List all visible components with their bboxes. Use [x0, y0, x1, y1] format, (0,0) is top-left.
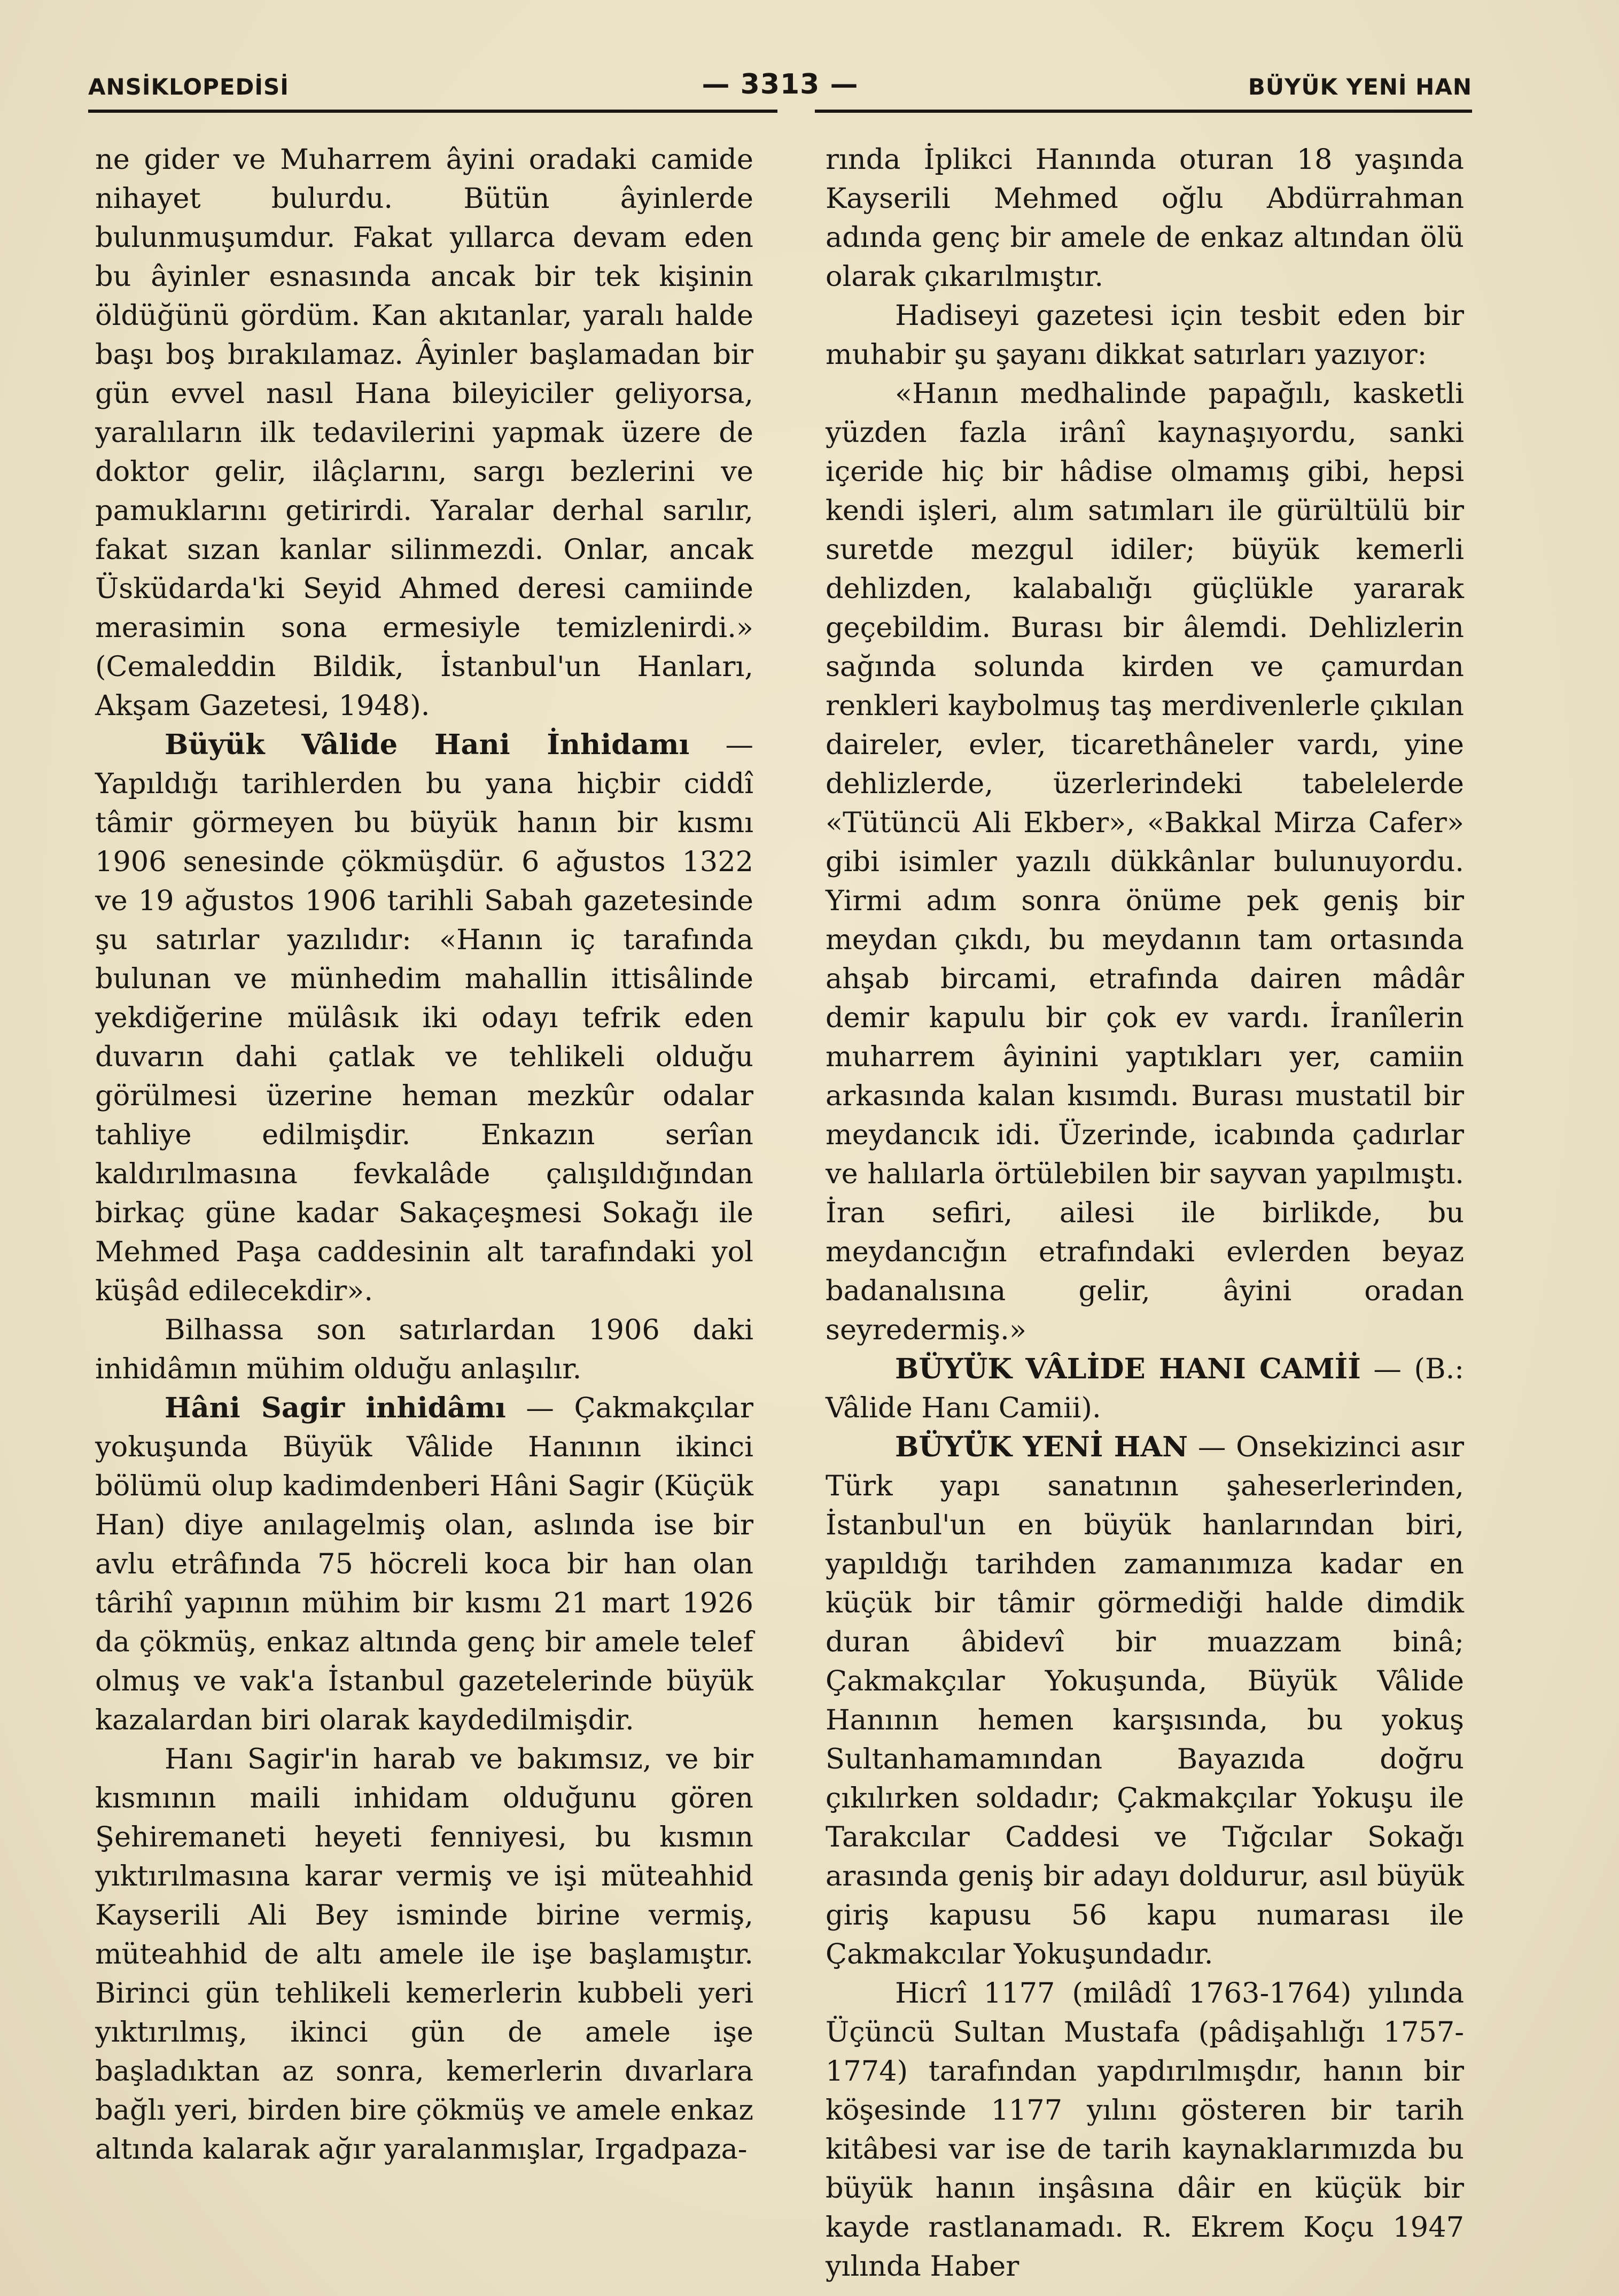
entry-heading: Hâni Sagir inhidâmı [165, 1392, 506, 1424]
paragraph [95, 725, 753, 1310]
paragraph: Hanı Sagir'in harab ve bakımsız, ve bir kısmının maili inhidam olduğunu gören Şehiremaneti heyeti fenniyesi, bu kısmın yıktırılmasına karar vermiş ve işi müteahhid Kayserili Ali Bey isminde birine vermiş, müteahhid de altı amele ile işe başlamıştır. Birinci gün tehlikeli kemerlerin kubbeli yeri yıktırılmış, ikinci gün de amele işe başladıktan az sonra, kemerlerin dıvarlara bağlı yeri, birden bire çökmüş ve amele enkaz altında kalarak ağır yaralanmışlar, Irgadpaza- [95, 1743, 753, 2166]
entry-heading: Büyük Vâlide Hani İnhidamı [165, 728, 690, 761]
entry-heading: BÜYÜK YENİ HAN [895, 1431, 1188, 1463]
paragraph [826, 1428, 1464, 1974]
paragraph-text: — Onsekizinci asır Türk yapı sanatının şaheserlerinden, İstanbul'un en büyük hanlarından biri, yapıldığı tarihden zamanımıza kadar en küçük bir tâmir görmediği halde dimdik duran âbidevî bir muazzam binâ; Çakmakçılar Yokuşunda, Büyük Vâlide Hanının hemen karşısında, bu yokuş Sultanhamamından Bayazıda doğru çıkılırken soldadır; Çakmakçılar Yokuşu ile Tarakcılar Caddesi ve Tığcılar Sokağı arasında geniş bir adayı doldurur, asıl büyük giriş kapusu 56 kapu numarası ile Çakmakcılar Yokuşundadır. [826, 1431, 1464, 1971]
left-column [95, 140, 753, 2169]
paragraph [826, 1349, 1464, 1428]
page-number: — 3313 — [702, 68, 859, 100]
paragraph: Hadiseyi gazetesi için tesbit eden bir muhabir şu şayanı dikkat satırları yazıyor: [826, 299, 1464, 371]
running-header [88, 68, 1472, 106]
right-column [826, 140, 1464, 2286]
header-rule-left [88, 110, 777, 113]
paragraph-text: — Çakmakçılar yokuşunda Büyük Vâlide Hanının ikinci bölümü olup kadimdenberi Hâni Sagir (Küçük Han) diye anılagelmiş olan, aslında ise bir avlu etrâfında 75 höcreli koca bir han olan târihî yapının mühim bir kısmı 21 mart 1926 da çökmüş, enkaz altında genç bir amele telef olmuş ve vak'a İstanbul gazetelerinde büyük kazalardan biri olarak kaydedilmişdir. [95, 1392, 754, 1736]
paragraph: «Hanın medhalinde papağılı, kasketli yüzden fazla irânî kaynaşıyordu, sanki içeride hiç bir hâdise olmamış gibi, hepsi kendi işleri, alım satımları ile gürültülü bir suretde mezgul idiler; büyük kemerli dehlizden, kalabalığı güçlükle yararak geçebildim. Burası bir âlemdi. Dehlizlerin sağında solunda kirden ve çamurdan renkleri kaybolmuş taş merdivenlerle çıkılan daireler, evler, ticarethâneler vardı, yine dehlizlerde, üzerlerindeki tabelelerde «Tütüncü Ali Ekber», «Bakkal Mirza Cafer» gibi isimler yazılı dükkânlar bulunuyordu. Yirmi adım sonra önüme pek geniş bir meydan çıkdı, bu meydanın tam ortasında ahşab bircami, etrafında dairen mâdâr demir kapulu bir çok ev vardı. İranîlerin muharrem âyinini yaptıkları yer, camiin arkasında kalan kısımdı. Burası mustatil bir meydancık idi. Üzerinde, icabında çadırlar ve halılarla örtülebilen bir sayvan yapılmıştı. İran sefiri, ailesi ile birlikde, bu meydancığın etrafındaki evlerden beyaz badanalısına gelir, âyini oradan seyredermiş.» [826, 377, 1464, 1346]
paragraph-text: — Yapıldığı tarihlerden bu yana hiçbir ciddî tâmir görmeyen bu büyük hanın bir kısmı 1906 senesinde çökmüşdür. 6 ağustos 1322 ve 19 ağustos 1906 tarihli Sabah gazetesinde şu satırlar yazılıdır: «Hanın iç tarafında bulunan ve münhedim mahallin ittisâlinde yekdiğerine mülâsık iki odayı tefrik eden duvarın dahi çatlak ve tehlikeli olduğu görülmesi üzerine heman mezkûr odalar tahliye edilmişdir. Enkazın serîan kaldırılmasına fevkalâde çalışıldığından birkaç güne kadar Sakaçeşmesi Sokağı ile Mehmed Paşa caddesinin alt tarafındaki yol küşâd edilecekdir». [95, 728, 753, 1307]
paragraph-text: — (B.: Vâlide Hanı Camii). [826, 1353, 1464, 1424]
paragraph: Hicrî 1177 (milâdî 1763-1764) yılında Üçüncü Sultan Mustafa (pâdişahlığı 1757-1774) tarafından yapdırılmışdır, hanın bir köşesinde 1177 yılını gösteren bir tarih kitâbesi var ise de tarih kaynaklarımızda bu büyük hanın inşâsına dâir en küçük bir kayde rastlanamadı. R. Ekrem Koçu 1947 yılında Haber [826, 1977, 1464, 2283]
paragraph [95, 1389, 753, 1740]
entry-heading: BÜYÜK VÂLİDE HANI CAMİİ [895, 1353, 1361, 1385]
paragraph: ne gider ve Muharrem âyini oradaki camide nihayet bulurdu. Bütün âyinlerde bulunmuşumdur. Fakat yıllarca devam eden bu âyinler esnasında ancak bir tek kişinin öldüğünü gördüm. Kan akıtanlar, yaralı halde başı boş bırakılamaz. Âyinler başlamadan bir gün evvel nasıl Hana bileyiciler geliyorsa, yaralıların ilk tedavilerini yapmak üzere de doktor gelir, ilâçlarını, sargı bezlerini ve pamuklarını getirirdi. Yaralar derhal sarılır, fakat sızan kanlar silinmezdi. Onlar, ancak Üsküdarda'ki Seyid Ahmed deresi camiinde merasimin sona ermesiyle temizlenirdi.» (Cemaleddin Bildik, İstanbul'un Hanları, Akşam Gazetesi, 1948). [95, 143, 753, 722]
header-rule-right [815, 110, 1472, 113]
paragraph: Bilhassa son satırlardan 1906 daki inhidâmın mühim olduğu anlaşılır. [95, 1314, 753, 1385]
header-right: BÜYÜK YENİ HAN [1248, 74, 1472, 100]
paragraph: rında İplikci Hanında oturan 18 yaşında Kayserili Mehmed oğlu Abdürrahman adında genç bir amele de enkaz altından ölü olarak çıkarılmıştır. [826, 143, 1464, 293]
header-left: ANSİKLOPEDİSİ [88, 74, 289, 100]
